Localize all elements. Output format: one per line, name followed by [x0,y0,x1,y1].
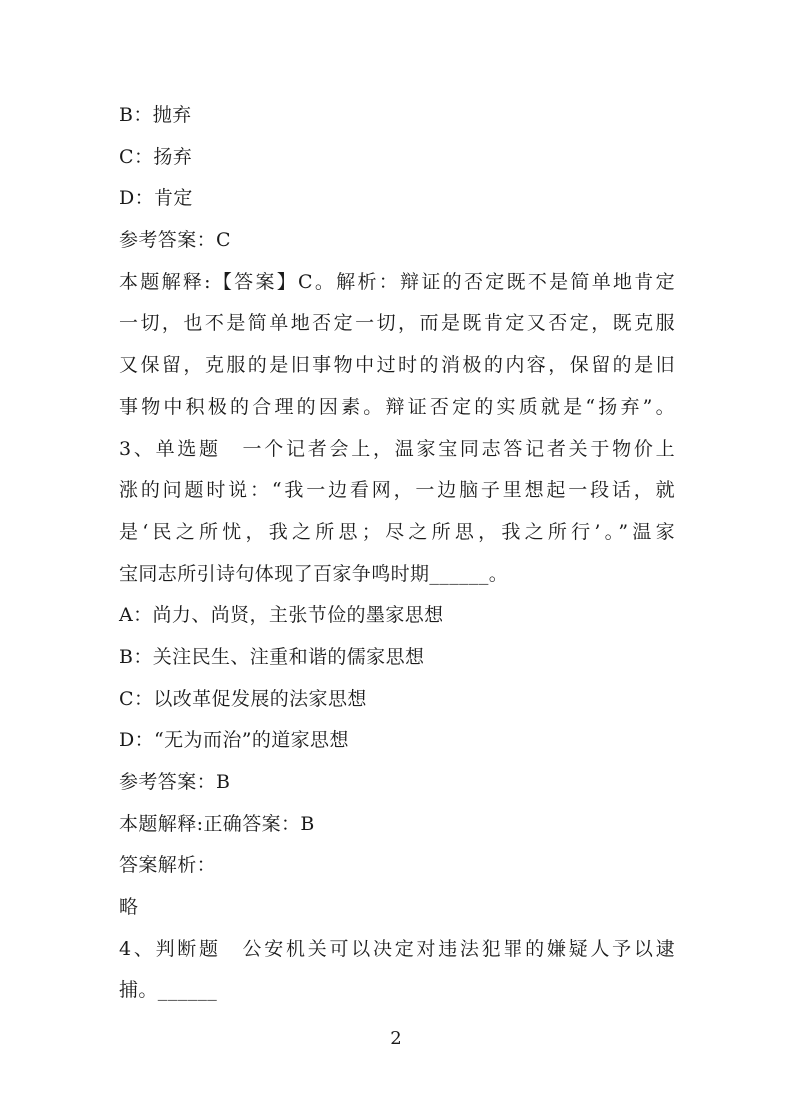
explanation-line: 又保留，克服的是旧事物中过时的消极的内容，保留的是旧 [119,354,675,377]
page-number: 2 [390,1028,402,1049]
reference-answer: 参考答案：C [119,229,231,252]
question-stem-line: 涨的问题时说：“我一边看网，一边脑子里想起一段话，就 [119,479,675,502]
explanation-line: 事物中积极的合理的因素。辩证否定的实质就是“扬弃”。 [119,395,675,418]
question-stem-line: 宝同志所引诗句体现了百家争鸣时期______。 [119,562,509,585]
explanation-line: 本题解释:正确答案：B [119,812,315,835]
option-c: C：以改革促发展的法家思想 [119,687,367,710]
option-d: D：肯定 [119,187,193,210]
analysis-text: 略 [119,896,139,919]
analysis-label: 答案解析： [119,854,217,877]
question-stem-line: 4、判断题 公安机关可以决定对违法犯罪的嫌疑人予以逮 [119,937,675,960]
option-c: C：扬弃 [119,145,193,168]
option-b: B：抛弃 [119,104,192,126]
option-d: D：“无为而治”的道家思想 [119,729,349,752]
option-a: A：尚力、尚贤，主张节俭的墨家思想 [119,604,444,627]
reference-answer: 参考答案：B [119,771,231,793]
option-b: B：关注民生、注重和谐的儒家思想 [119,645,425,668]
document-body [119,95,675,1012]
explanation-line: 本题解释:【答案】C。解析：辩证的否定既不是简单地肯定 [119,270,675,293]
explanation-line: 一切，也不是简单地否定一切，而是既肯定又否定，既克服 [119,312,675,335]
question-stem-line: 捕。______ [119,979,218,1002]
question-stem-line: 是‘民之所忧，我之所思；尽之所思，我之所行’。”温家 [119,520,675,543]
question-stem-line: 3、单选题 一个记者会上，温家宝同志答记者关于物价上 [119,437,675,460]
